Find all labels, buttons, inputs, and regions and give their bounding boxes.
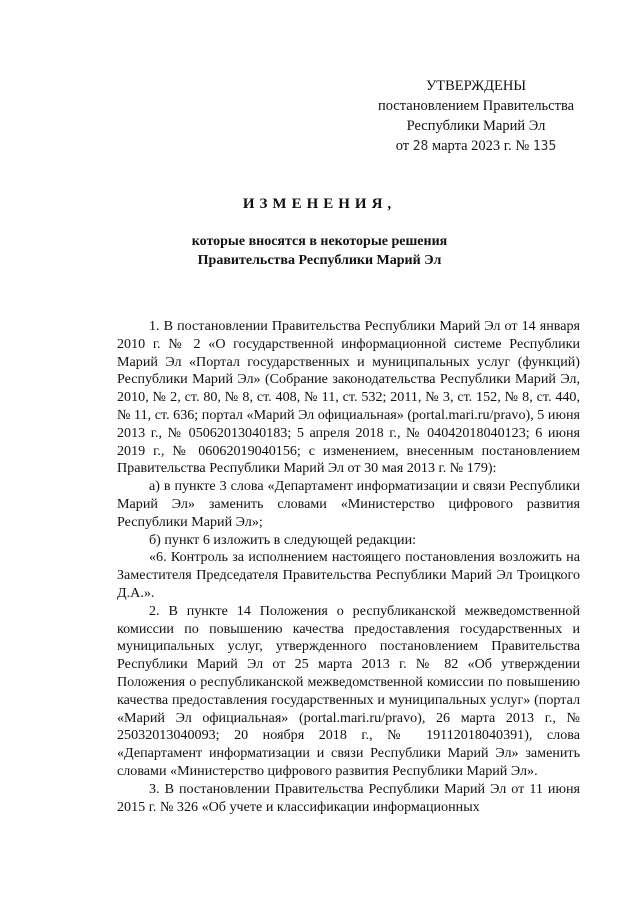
subtitle-line-2: Правительства Республики Марий Эл: [197, 253, 442, 268]
document-subtitle: [0, 232, 639, 270]
approval-date-line: [366, 136, 586, 157]
subtitle-line-1: которые вносятся в некоторые решения: [191, 234, 448, 249]
approval-heading: УТВЕРЖДЕНЫ: [425, 78, 527, 94]
paragraph-1: 1. В постановлении Правительства Республики Марий Эл от 14 января 2010 г. № 2 «О государственной информационной системе Республики Марий Эл «Портал государственных и муниципальных услуг (функций) Республики Марий Эл» (Собрание законодательства Республики Марий Эл, 2010, № 2, ст. 80, № 8, ст. 408, № 11, ст. 532; 2011, № 3, ст. 152, № 8, ст. 440, № 11, ст. 636; портал «Марий Эл официальная» (portal.mari.ru/pravo), 5 июня 2013 г., № 05062013040183; 5 апреля 2018 г., № 04042018040123; 6 июня 2019 г., № 06062019040156; с изменением, внесенным постановлением Правительства Республики Марий Эл от 30 мая 2013 г. № 179):: [117, 318, 580, 477]
date-prefix: от: [395, 138, 410, 154]
paragraph-2: 2. В пункте 14 Положения о республиканской межведомственной комиссии по повышению качества предоставления государственных и муниципальных услуг, утвержденного постановлением Правительства Республики Марий Эл от 25 марта 2013 г. № 82 «Об утверждении Положения о республиканской межведомственной комиссии по повышению качества предоставления государственных и муниципальных услуг» (портал «Марий Эл официальная» (portal.mari.ru/pravo), 26 марта 2013 г., № 25032013040093; 20 ноября 2018 г., № 19112018040391), слова «Департамент информатизации и связи Республики Марий Эл» заменить словами «Министерство цифрового развития Республики Марий Эл».: [117, 602, 580, 779]
approval-region: Республики Марий Эл: [406, 118, 546, 134]
document-title: ИЗМЕНЕНИЯ,: [242, 196, 397, 212]
paragraph-1a: а) в пункте 3 слова «Департамент информатизации и связи Республики Марий Эл» заменить словами «Министерство цифрового развития Республики Марий Эл»;: [117, 478, 580, 530]
paragraph-1b: б) пункт 6 изложить в следующей редакции:: [149, 531, 417, 548]
paragraph-3: 3. В постановлении Правительства Республики Марий Эл от 11 июня 2015 г. № 326 «Об учете и классификации информационных: [117, 780, 580, 815]
resolution-number: 135: [532, 139, 557, 154]
approval-by-resolution: постановлением Правительства: [377, 98, 575, 114]
paragraph-1b-text: «6. Контроль за исполнением настоящего постановления возложить на Заместителя Председателя Правительства Республики Марий Эл Троицкого Д.А.».: [117, 549, 580, 601]
date-month-year: марта 2023 г. №: [432, 138, 530, 154]
date-day: 28: [412, 139, 429, 154]
approval-stamp: [366, 76, 586, 157]
document-body: [117, 318, 580, 816]
